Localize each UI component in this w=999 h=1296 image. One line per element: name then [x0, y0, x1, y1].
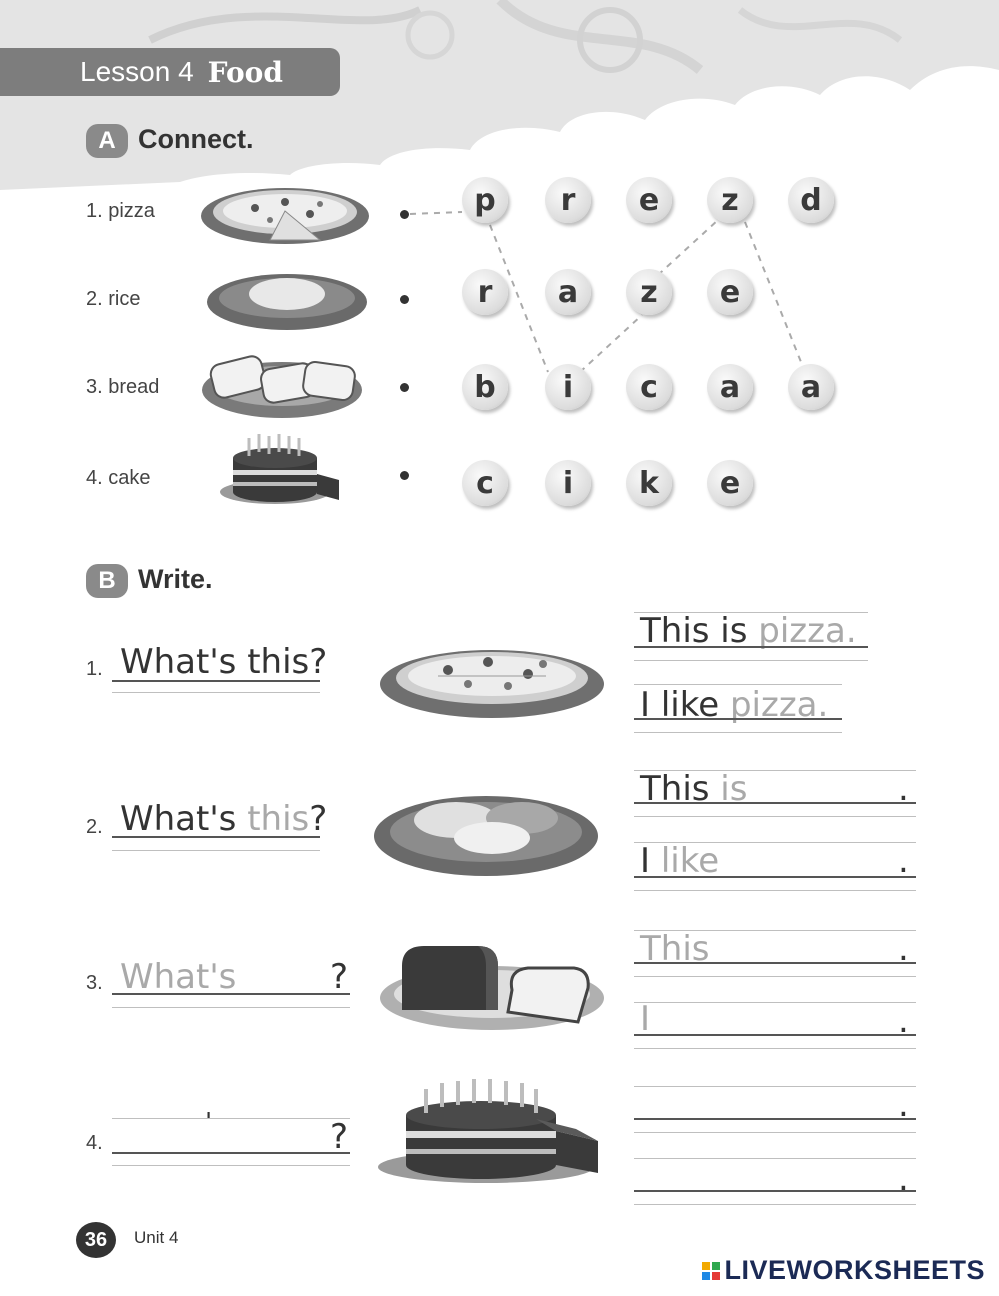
letter-bubble[interactable]: p	[462, 177, 508, 223]
period-mark: .	[898, 1159, 909, 1199]
write-line[interactable]	[112, 1152, 350, 1154]
connect-label-pizza: 1. pizza	[86, 200, 155, 222]
letter-bubble[interactable]: z	[626, 269, 672, 315]
letter-bubble[interactable]: e	[707, 269, 753, 315]
unit-label: Unit 4	[134, 1228, 179, 1247]
question-text: What's this?	[120, 642, 328, 682]
section-a-badge: A	[86, 124, 128, 158]
write-line[interactable]	[112, 680, 320, 682]
guide-line	[634, 1048, 916, 1049]
write-item-number: 3.	[86, 972, 103, 994]
letter-bubble[interactable]: b	[462, 364, 508, 410]
cake-icon	[376, 1075, 604, 1185]
letter-bubble[interactable]: a	[545, 269, 591, 315]
guide-line	[112, 692, 320, 693]
guide-line	[112, 1165, 350, 1166]
connect-label-rice: 2. rice	[86, 288, 141, 310]
connect-dot-rice[interactable]	[400, 295, 409, 304]
letter-bubble[interactable]: i	[545, 364, 591, 410]
guide-line	[112, 1118, 350, 1119]
letter-bubble[interactable]: r	[545, 177, 591, 223]
guide-line	[634, 1086, 916, 1087]
rice-icon	[372, 788, 600, 880]
page-number: 36	[76, 1222, 116, 1258]
answer-text: This	[640, 929, 710, 969]
lesson-header-tab	[0, 48, 340, 96]
guide-line	[112, 1007, 350, 1008]
write-item-number: 4.	[86, 1132, 103, 1154]
connect-dot-cake[interactable]	[400, 471, 409, 480]
section-b-title: Write.	[138, 564, 213, 594]
answer-text: I like	[640, 841, 720, 881]
lesson-number: Lesson 4	[80, 56, 194, 87]
pizza-icon	[200, 180, 370, 246]
pizza-icon	[378, 640, 606, 720]
question-text: What's this?	[120, 799, 328, 839]
write-line[interactable]	[634, 646, 868, 648]
brand-logo[interactable]	[702, 1255, 985, 1286]
brand-name: LIVEWORKSHEETS	[724, 1255, 985, 1285]
lesson-topic: Food	[207, 55, 283, 89]
guide-line	[634, 660, 868, 661]
cake-icon	[215, 430, 345, 506]
letter-bubble[interactable]: c	[462, 460, 508, 506]
letter-bubble[interactable]: e	[707, 460, 753, 506]
question-mark: ?	[330, 1117, 349, 1157]
section-a-title: Connect.	[138, 124, 254, 154]
letter-bubble[interactable]: i	[545, 460, 591, 506]
letter-bubble[interactable]: e	[626, 177, 672, 223]
brand-grid-icon	[702, 1262, 720, 1280]
connect-dot-pizza[interactable]	[400, 210, 409, 219]
letter-bubble[interactable]: r	[462, 269, 508, 315]
write-item-number: 2.	[86, 816, 103, 838]
bread-icon	[378, 940, 606, 1032]
connect-label-cake: 4. cake	[86, 467, 151, 489]
connect-label-bread: 3. bread	[86, 376, 160, 398]
letter-bubble[interactable]: z	[707, 177, 753, 223]
letter-bubble[interactable]: a	[707, 364, 753, 410]
write-line[interactable]	[634, 1118, 916, 1120]
letter-bubble[interactable]: c	[626, 364, 672, 410]
guide-line	[634, 1132, 916, 1133]
guide-line	[634, 1158, 916, 1159]
write-line[interactable]	[112, 993, 350, 995]
guide-line	[634, 732, 842, 733]
answer-text: I like pizza.	[640, 685, 829, 725]
guide-line	[634, 976, 916, 977]
bread-icon	[200, 352, 365, 422]
write-line[interactable]	[634, 718, 842, 720]
write-line[interactable]	[634, 802, 916, 804]
write-line[interactable]	[634, 962, 916, 964]
letter-bubble[interactable]: k	[626, 460, 672, 506]
period-mark: .	[898, 1085, 909, 1125]
guide-line	[634, 890, 916, 891]
write-line[interactable]	[112, 836, 320, 838]
answer-text: This is	[640, 769, 748, 809]
answer-text: I	[640, 999, 651, 1039]
section-b-badge: B	[86, 564, 128, 598]
period-mark: .	[898, 1001, 909, 1041]
guide-line	[634, 1204, 916, 1205]
guide-line	[634, 816, 916, 817]
answer-text: This is pizza.	[640, 611, 857, 651]
guide-line	[112, 850, 320, 851]
write-line[interactable]	[634, 1190, 916, 1192]
write-item-number: 1.	[86, 658, 103, 680]
question-text: What's	[120, 957, 237, 997]
rice-icon	[205, 272, 370, 332]
guide-line	[634, 1002, 916, 1003]
period-mark: .	[898, 769, 909, 809]
write-line[interactable]	[634, 1034, 916, 1036]
write-line[interactable]	[634, 876, 916, 878]
apostrophe-mark: '	[205, 1108, 213, 1138]
letter-bubble[interactable]: d	[788, 177, 834, 223]
connect-dot-bread[interactable]	[400, 383, 409, 392]
letter-bubble[interactable]: a	[788, 364, 834, 410]
period-mark: .	[898, 841, 909, 881]
period-mark: .	[898, 929, 909, 969]
question-mark: ?	[330, 957, 349, 997]
